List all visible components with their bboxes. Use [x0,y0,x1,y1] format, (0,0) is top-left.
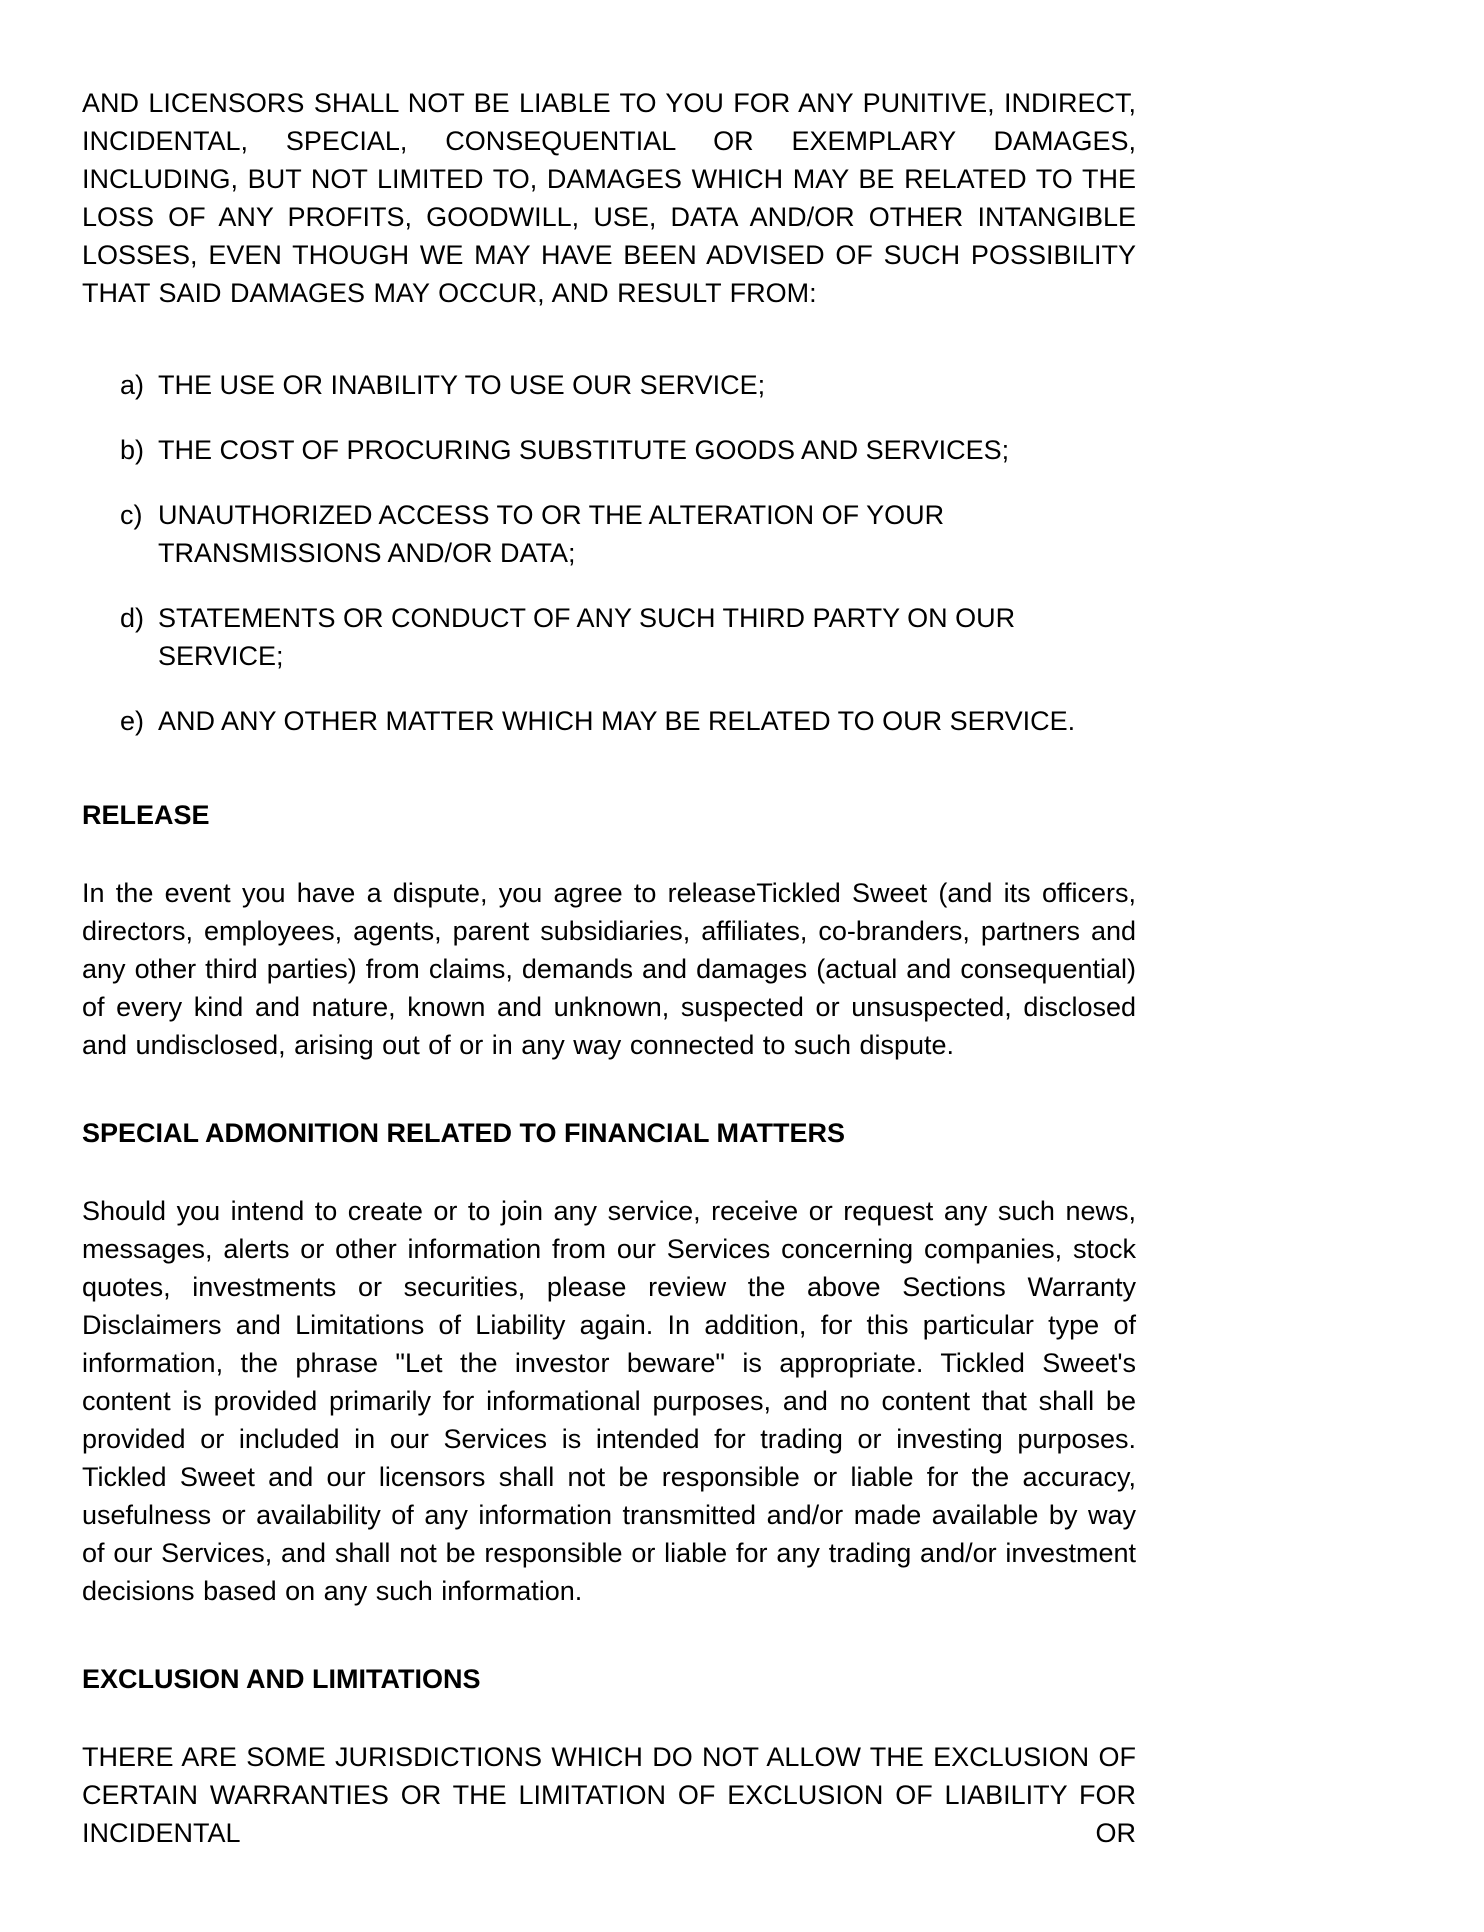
paragraph-liability-intro: AND LICENSORS SHALL NOT BE LIABLE TO YOU FOR ANY PUNITIVE, INDIRECT, INCIDENTAL, SPECIAL, CONSEQUENTIAL OR EXEMPLARY DAMAGES, INCLUDING, BUT NOT LIMITED TO, DAMAGES WHICH MAY BE RELATED TO THE LOSS OF ANY PROFITS, GOODWILL, USE, DATA AND/OR OTHER INTANGIBLE LOSSES, EVEN THOUGH WE MAY HAVE BEEN ADVISED OF SUCH POSSIBILITY THAT SAID DAMAGES MAY OCCUR, AND RESULT FROM: [82,88,1136,308]
heading-exclusion-and-limitations: EXCLUSION AND LIMITATIONS [82,1664,481,1694]
paragraph-special-admonition: Should you intend to create or to join any service, receive or request any such news, messages, alerts or other information from our Services concerning companies, stock quotes, investments or securities, please review the above Sections Warranty Disclaimers and Limitations of Liability again. In addition, for this particular type of information, the phrase "Let the investor beware" is appropriate. Tickled Sweet's content is provided primarily for informational purposes, and no content that shall be provided or included in our Services is intended for trading or investing purposes. Tickled Sweet and our licensors shall not be responsible or liable for the accuracy, usefulness or availability of any information transmitted and/or made available by way of our Services, and shall not be responsible or liable for any trading and/or investment decisions based on any such information. [82,1196,1136,1606]
list-marker: d) [120,603,145,633]
liability-causes-list [82,366,1136,740]
list-marker: c) [120,500,143,530]
list-marker: b) [120,435,145,465]
list-item-d [120,599,1136,675]
list-item-e [120,702,1136,740]
list-item-text: THE USE OR INABILITY TO USE OUR SERVICE; [158,370,766,400]
list-item-b [120,431,1136,469]
list-item-a [120,366,1136,404]
list-item-text: UNAUTHORIZED ACCESS TO OR THE ALTERATION OF YOUR TRANSMISSIONS AND/OR DATA; [158,500,945,568]
heading-special-admonition: SPECIAL ADMONITION RELATED TO FINANCIAL MATTERS [82,1118,846,1148]
paragraph-release: In the event you have a dispute, you agree to releaseTickled Sweet (and its officers, directors, employees, agents, parent subsidiaries, affiliates, co-branders, partners and any other third parties) from claims, demands and damages (actual and consequential) of every kind and nature, known and unknown, suspected or unsuspected, disclosed and undisclosed, arising out of or in any way connected to such dispute. [82,878,1136,1060]
heading-release: RELEASE [82,800,210,830]
list-item-c [120,496,1136,572]
list-item-text: STATEMENTS OR CONDUCT OF ANY SUCH THIRD PARTY ON OUR SERVICE; [158,603,1016,671]
list-marker: e) [120,706,145,736]
list-marker: a) [120,370,145,400]
list-item-text: THE COST OF PROCURING SUBSTITUTE GOODS AND SERVICES; [158,435,1010,465]
list-item-text: AND ANY OTHER MATTER WHICH MAY BE RELATED TO OUR SERVICE. [158,706,1076,736]
paragraph-exclusion-and-limitations: THERE ARE SOME JURISDICTIONS WHICH DO NOT ALLOW THE EXCLUSION OF CERTAIN WARRANTIES OR THE LIMITATION OF EXCLUSION OF LIABILITY FOR INCIDENTAL OR [82,1742,1136,1848]
